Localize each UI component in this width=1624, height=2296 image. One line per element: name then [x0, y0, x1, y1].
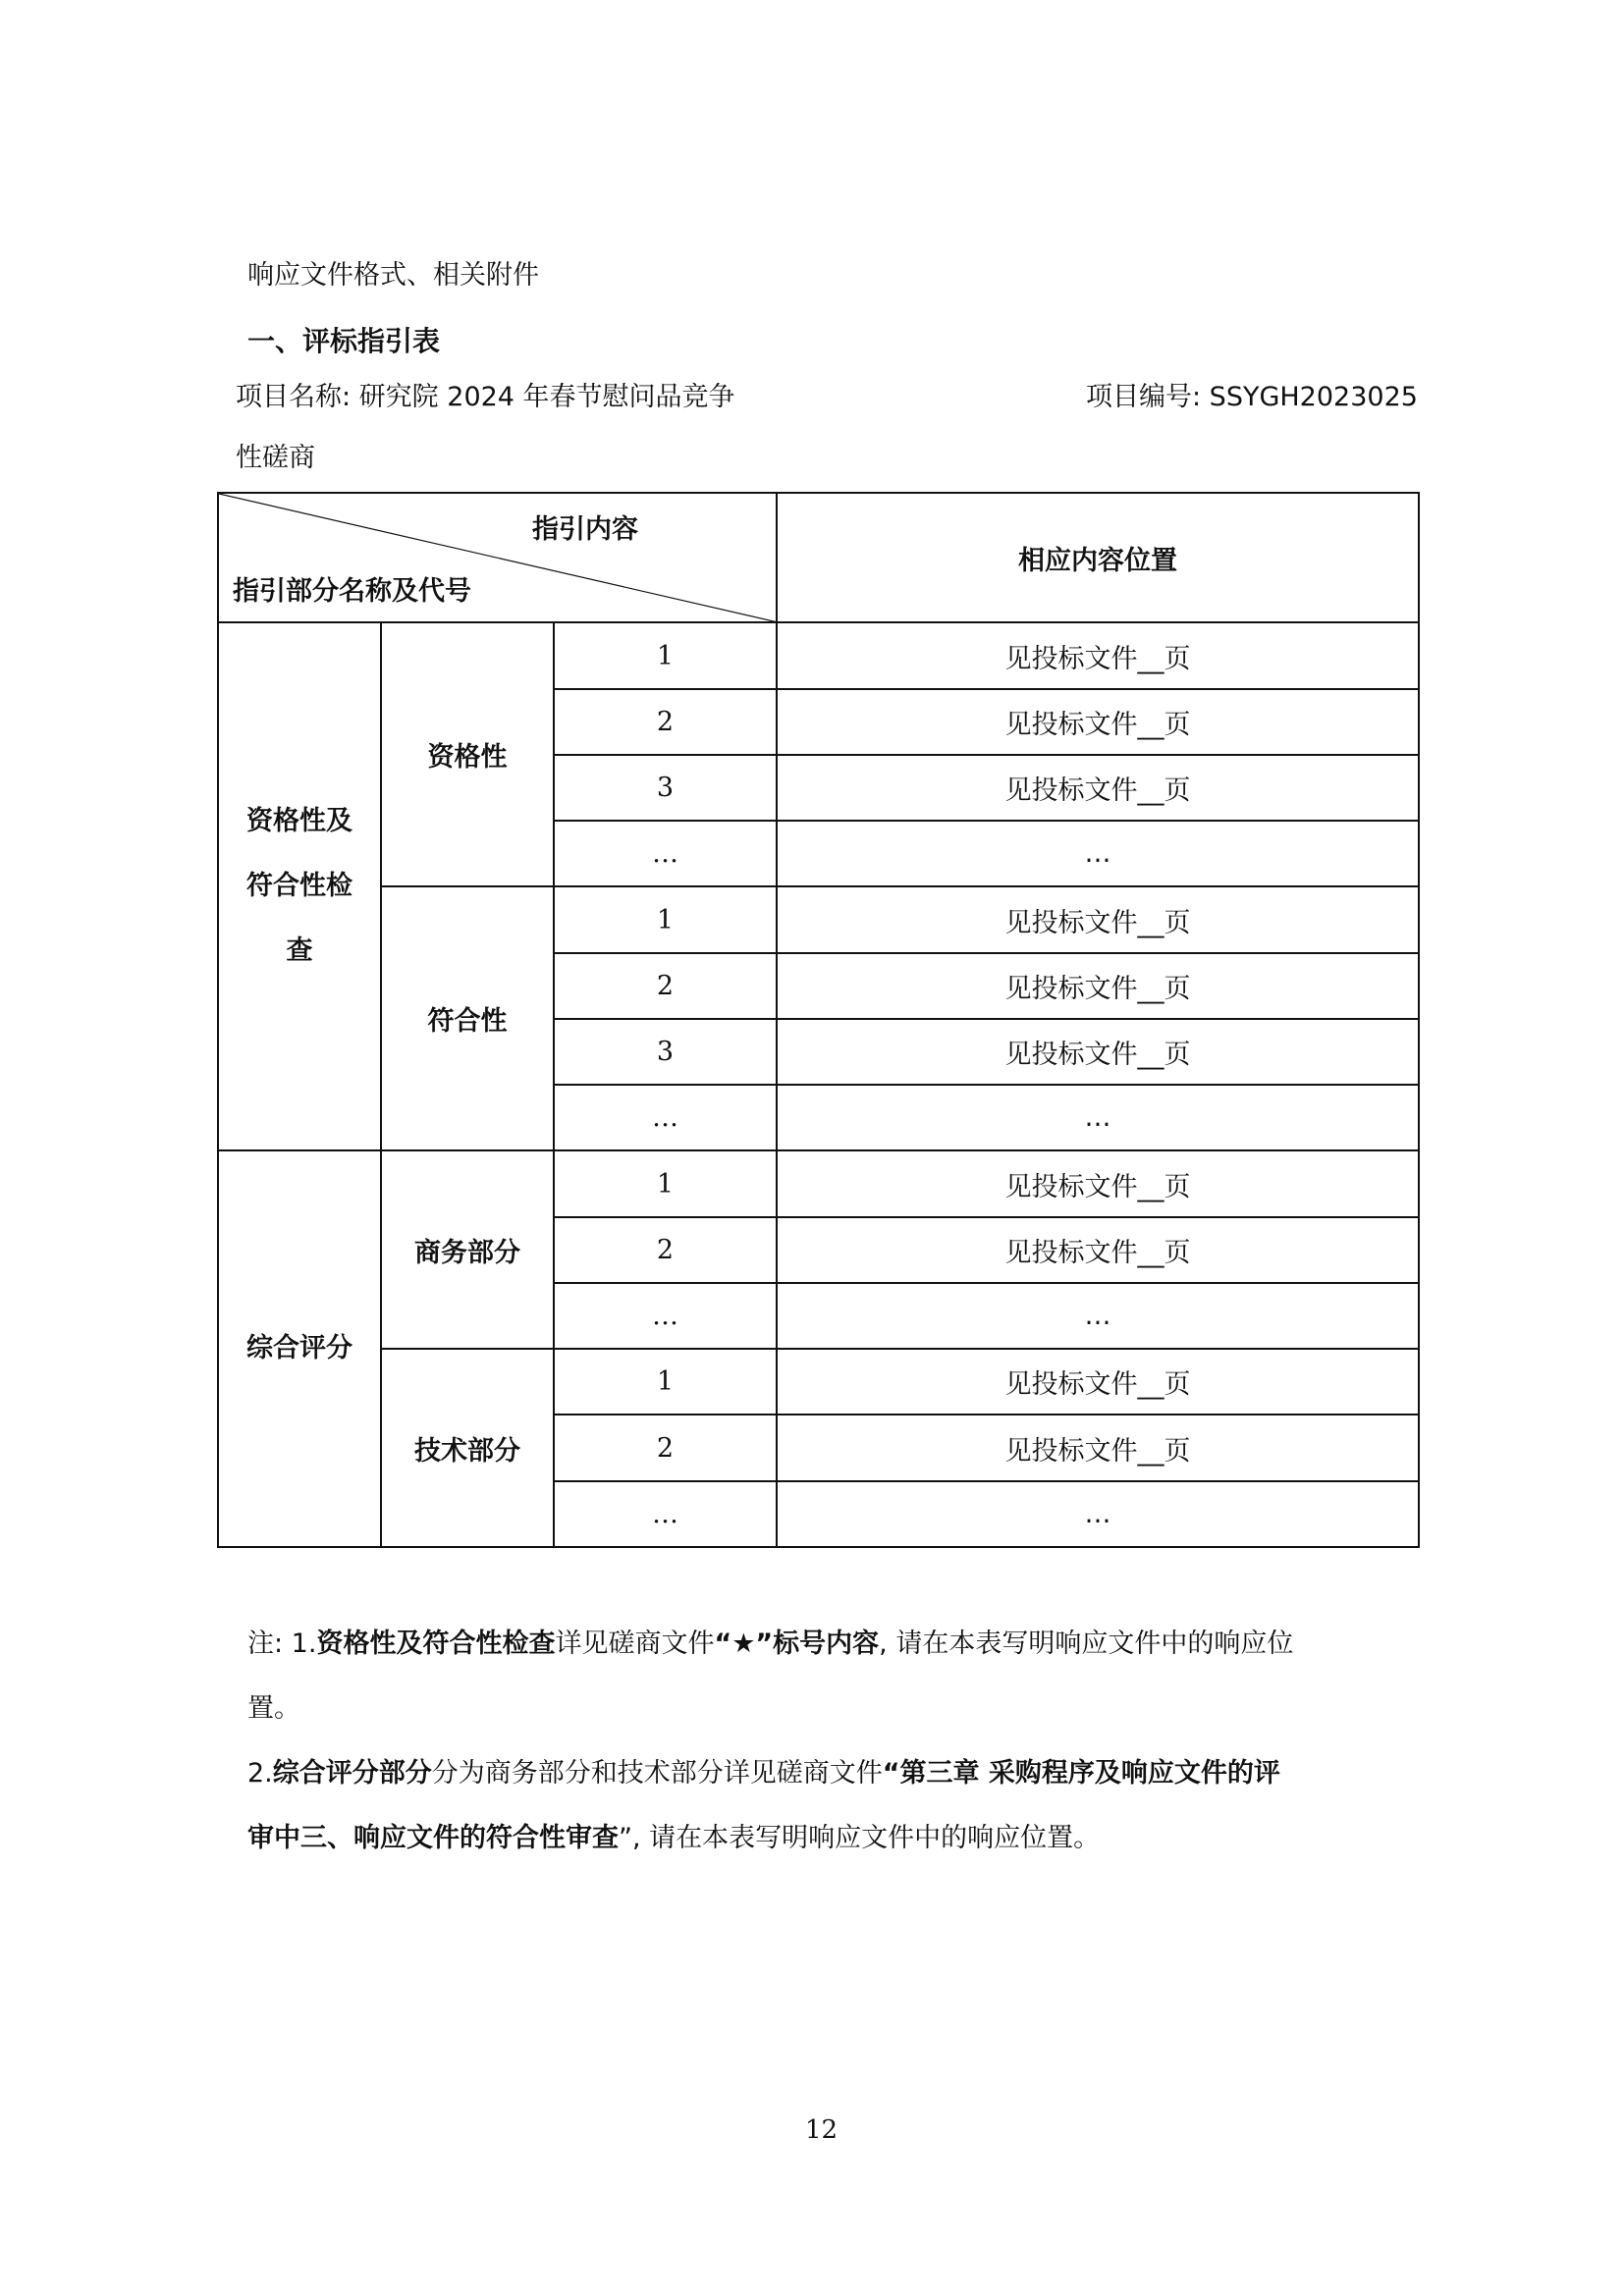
- subgroup-cell: 符合性: [381, 886, 554, 1150]
- evaluation-guide-table: [217, 492, 1418, 1548]
- note-1-bold-1: 资格性及符合性检查: [316, 1629, 556, 1659]
- note-2-bold-1: 综合评分部分: [272, 1758, 432, 1789]
- note-1-suffix: , 请在本表写明响应文件中的响应位: [879, 1629, 1294, 1659]
- project-name-continued: 性磋商: [236, 443, 315, 473]
- note-1-prefix: 注: 1.: [247, 1629, 317, 1659]
- category-cell: [218, 622, 381, 1150]
- note-1-bold-2: “★”标号内容: [714, 1629, 880, 1659]
- document-heading: 响应文件格式、相关附件: [247, 260, 539, 291]
- header-content-position: 相应内容位置: [777, 493, 1419, 622]
- category-cell: [218, 1150, 381, 1547]
- item-number-cell: 2: [554, 1415, 777, 1480]
- item-number-cell: 1: [554, 1349, 777, 1415]
- position-cell: …: [777, 1283, 1419, 1349]
- position-cell: 见投标文件__页: [777, 1019, 1419, 1085]
- item-number-cell: 3: [554, 755, 777, 821]
- header-section-name: 指引部分名称及代号: [233, 576, 471, 608]
- item-number-cell: 2: [554, 689, 777, 755]
- note-1-mid: 详见磋商文件: [555, 1629, 715, 1659]
- item-number-cell: …: [554, 1085, 777, 1150]
- subgroup-cell: 技术部分: [381, 1349, 554, 1547]
- project-code: 项目编号: SSYGH2023025: [1086, 382, 1418, 412]
- item-number-cell: …: [554, 821, 777, 886]
- note-2-bold-2: “第三章 采购程序及响应文件的评: [882, 1758, 1280, 1789]
- note-2-continued: [247, 1816, 1100, 1854]
- position-cell: 见投标文件__页: [777, 689, 1419, 755]
- table-row: [218, 1349, 1419, 1415]
- diagonal-header-cell: [218, 493, 777, 622]
- position-cell: 见投标文件__页: [777, 886, 1419, 952]
- project-name: 项目名称: 研究院 2024 年春节慰问品竞争: [236, 382, 735, 412]
- position-cell: 见投标文件__页: [777, 1217, 1419, 1283]
- position-cell: 见投标文件__页: [777, 1150, 1419, 1216]
- position-cell: 见投标文件__页: [777, 622, 1419, 688]
- note-2-prefix: 2.: [247, 1758, 273, 1789]
- table-row: [218, 886, 1419, 952]
- item-number-cell: 1: [554, 1150, 777, 1216]
- item-number-cell: 2: [554, 953, 777, 1019]
- item-number-cell: 3: [554, 1019, 777, 1085]
- section-title: 一、评标指引表: [247, 325, 441, 357]
- position-cell: 见投标文件__页: [777, 755, 1419, 821]
- subgroup-cell: 资格性: [381, 622, 554, 886]
- note-2-continued-suffix: ”, 请在本表写明响应文件中的响应位置。: [619, 1823, 1101, 1853]
- category-label-line: 综合评分: [246, 1333, 352, 1364]
- position-cell: …: [777, 1085, 1419, 1150]
- subgroup-cell: 商务部分: [381, 1150, 554, 1349]
- item-number-cell: 2: [554, 1217, 777, 1283]
- note-1-continued: 置。: [247, 1693, 300, 1724]
- position-cell: …: [777, 1481, 1419, 1547]
- note-1: [247, 1622, 1293, 1660]
- category-label-line: 符合性检: [246, 871, 352, 902]
- page-number: 12: [805, 2115, 839, 2145]
- table-row: [218, 622, 1419, 688]
- table-row: [218, 1150, 1419, 1216]
- note-2-mid: 分为商务部分和技术部分详见磋商文件: [431, 1758, 883, 1789]
- item-number-cell: 1: [554, 886, 777, 952]
- position-cell: …: [777, 821, 1419, 886]
- category-label-line: 查: [286, 935, 313, 967]
- header-guide-content: 指引内容: [532, 514, 639, 545]
- guide-table: [217, 492, 1420, 1548]
- note-2: [247, 1751, 1280, 1789]
- position-cell: 见投标文件__页: [777, 1349, 1419, 1415]
- item-number-cell: 1: [554, 622, 777, 688]
- position-cell: 见投标文件__页: [777, 953, 1419, 1019]
- position-cell: 见投标文件__页: [777, 1415, 1419, 1480]
- item-number-cell: …: [554, 1283, 777, 1349]
- item-number-cell: …: [554, 1481, 777, 1547]
- note-2-continued-bold: 审中三、响应文件的符合性审查: [247, 1823, 619, 1853]
- category-label-line: 资格性及: [246, 806, 352, 837]
